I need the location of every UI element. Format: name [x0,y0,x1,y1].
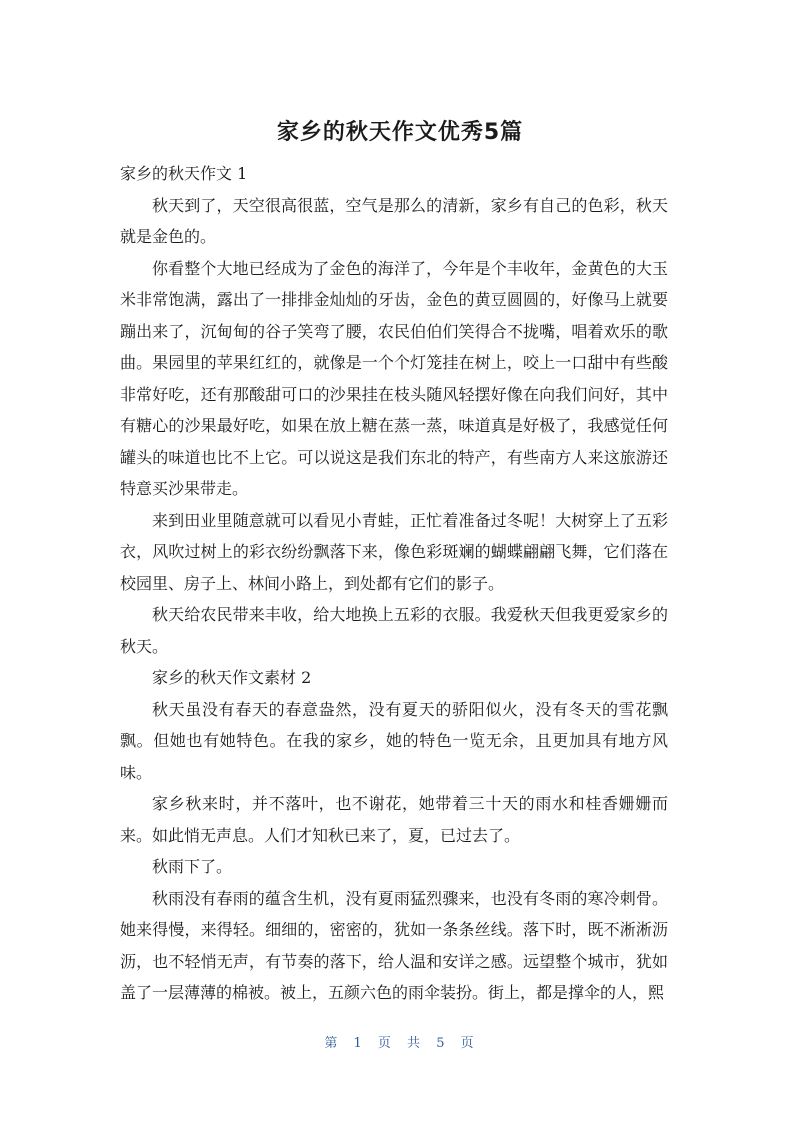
section-subheading: 家乡的秋天作文素材 2 [152,668,312,687]
section-heading: 家乡的秋天作文 1 [120,164,248,183]
paragraph: 来到田业里随意就可以看见小青蛙，正忙着准备过冬呢！大树穿上了五彩衣，风吹过树上的彩衣纷纷飘落下来，像色彩斑斓的蝴蝶翩翩飞舞，它们落在校园里、房子上、林间小路上，到处都有它们的影子。 [120,510,668,593]
paragraph: 秋雨下了。 [152,857,233,876]
paragraph: 你看整个大地已经成为了金色的海洋了，今年是个丰收年，金黄色的大玉米非常饱满，露出了一排排金灿灿的牙齿，金色的黄豆圆圆的，好像马上就要蹦出来了，沉甸甸的谷子笑弯了腰，农民伯伯们笑得合不拢嘴，唱着欢乐的歌曲。果园里的苹果红红的，就像是一个个灯笼挂在树上，咬上一口甜中有些酸非常好吃，还有那酸甜可口的沙果挂在枝头随风轻摆好像在向我们问好，其中有糖心的沙果最好吃，如果在放上糖在蒸一蒸，味道真是好极了，我感觉任何罐头的味道也比不上它。可以说这是我们东北的特产，有些南方人来这旅游还特意买沙果带走。 [120,258,668,498]
paragraph: 秋雨没有春雨的蕴含生机，没有夏雨猛烈骤来，也没有冬雨的寒冷刺骨。她来得慢，来得轻。细细的，密密的，犹如一条条丝线。落下时，既不淅淅沥沥，也不轻悄无声，有节奏的落下，给人温和安详之感。远望整个城市，犹如盖了一层薄薄的棉被。被上，五颜六色的雨伞装扮。街上，都是撑伞的人，熙 [120,888,668,1002]
paragraph: 秋天给农民带来丰收，给大地换上五彩的衣服。我爱秋天但我更爱家乡的秋天。 [120,605,668,656]
paragraph: 秋天虽没有春天的春意盎然，没有夏天的骄阳似火，没有冬天的雪花飘飘。但她也有她特色。在我的家乡，她的特色一览无余，且更加具有地方风味。 [120,699,668,782]
document-title: 家乡的秋天作文优秀5篇 [276,120,524,145]
page-number: 第 1 页 共 5 页 [324,1036,476,1051]
paragraph: 家乡秋来时，并不落叶，也不谢花，她带着三十天的雨水和桂香姗姗而来。如此悄无声息。人们才知秋已来了，夏，已过去了。 [120,794,668,845]
paragraph: 秋天到了，天空很高很蓝，空气是那么的清新，家乡有自己的色彩，秋天就是金色的。 [120,195,668,246]
document-body [120,158,668,1009]
